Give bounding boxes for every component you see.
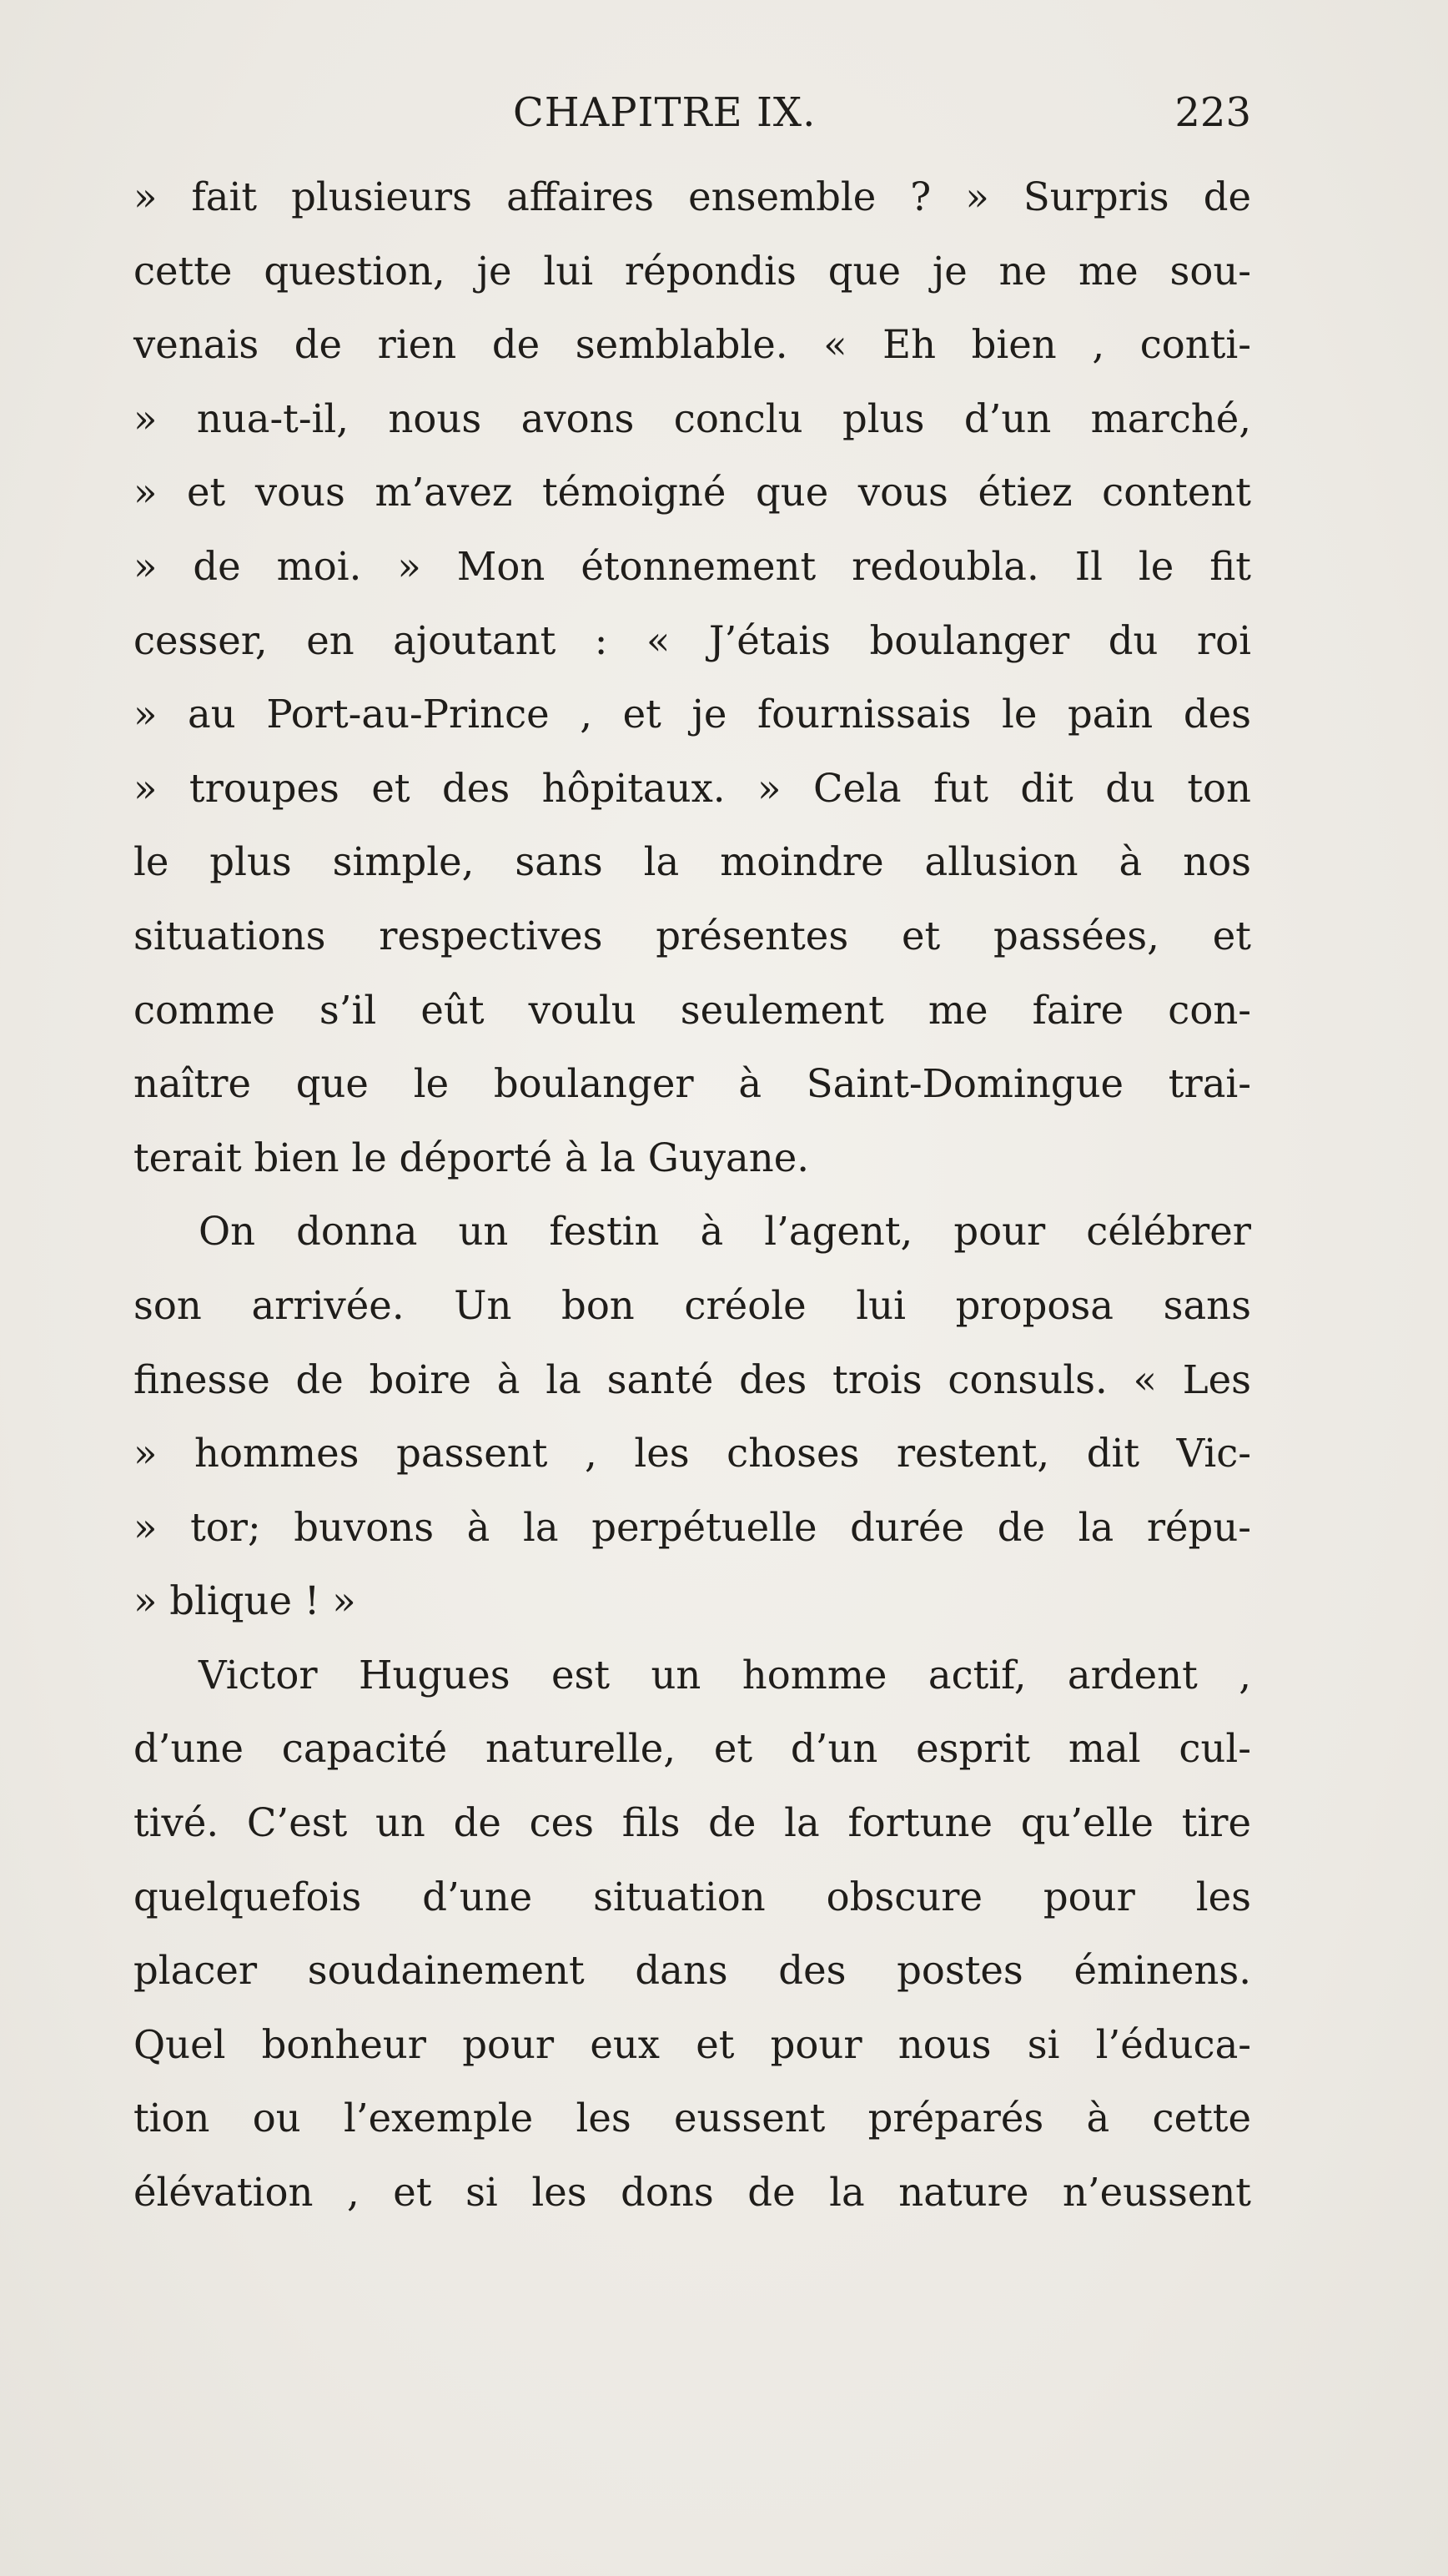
text-line: situations respectives présentes et passées, et: [133, 913, 1251, 958]
text-line: » au Port-au-Prince , et je fournissais le pain des: [133, 692, 1251, 737]
text-line: On donna un festin à l’agent, pour célébrer: [199, 1209, 1251, 1255]
text-line: cette question, je lui répondis que je ne me sou-: [133, 248, 1251, 294]
text-line: terait bien le déporté à la Guyane.: [133, 1135, 810, 1180]
text-line: cesser, en ajoutant : « J’étais boulanger du roi: [133, 617, 1251, 663]
text-line: le plus simple, sans la moindre allusion à nos: [133, 839, 1251, 885]
running-head: CHAPITRE IX.: [513, 89, 817, 136]
text-line: » et vous m’avez témoigné que vous étiez content: [133, 470, 1251, 516]
text-line: Victor Hugues est un homme actif, ardent ,: [199, 1652, 1251, 1698]
text-line: comme s’il eût voulu seulement me faire con-: [133, 987, 1251, 1033]
text-line: » blique ! »: [133, 1578, 356, 1624]
text-line: » troupes et des hôpitaux. » Cela fut dit du ton: [133, 765, 1251, 811]
text-line: placer soudainement dans des postes éminens.: [133, 1948, 1251, 1994]
text-line: son arrivée. Un bon créole lui proposa sans: [133, 1282, 1251, 1328]
page-header: [133, 83, 1251, 142]
text-line: » tor; buvons à la perpétuelle durée de la répu-: [133, 1504, 1251, 1550]
page-number: 223: [1174, 89, 1251, 136]
text-line: quelquefois d’une situation obscure pour les: [133, 1874, 1251, 1919]
text-line: naître que le boulanger à Saint-Domingue trai-: [133, 1061, 1251, 1107]
text-line: élévation , et si les dons de la nature n’eussent: [133, 2170, 1251, 2216]
text-line: tion ou l’exemple les eussent préparés à cette: [133, 2096, 1251, 2141]
text-line: finesse de boire à la santé des trois consuls. « Les: [133, 1356, 1251, 1402]
text-line: » de moi. » Mon étonnement redoubla. Il le fit: [133, 543, 1251, 589]
body-text: [133, 160, 1251, 2230]
text-line: Quel bonheur pour eux et pour nous si l’éduca-: [133, 2021, 1251, 2067]
text-line: venais de rien de semblable. « Eh bien , conti-: [133, 322, 1251, 368]
text-line: » nua-t-il, nous avons conclu plus d’un marché,: [133, 395, 1251, 441]
text-line: » hommes passent , les choses restent, dit Vic-: [133, 1431, 1251, 1477]
text-line: tivé. C’est un de ces fils de la fortune qu’elle tire: [133, 1800, 1251, 1846]
text-line: d’une capacité naturelle, et d’un esprit mal cul-: [133, 1726, 1251, 1772]
text-line: » fait plusieurs affaires ensemble ? » Surpris de: [133, 174, 1251, 219]
